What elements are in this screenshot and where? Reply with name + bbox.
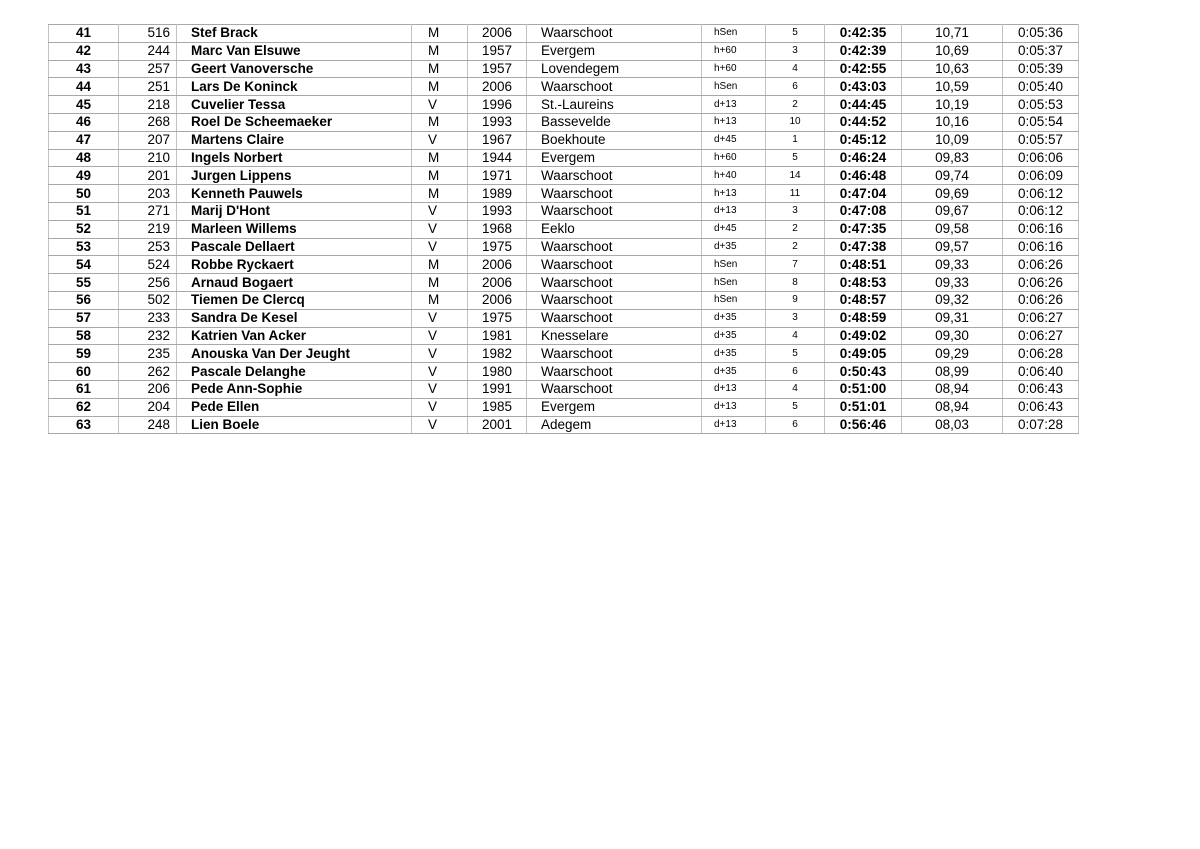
table-row <box>49 291 1079 309</box>
table-row <box>49 202 1079 220</box>
runner-name-cell: Pascale Dellaert <box>177 238 412 256</box>
runner-name-cell: Roel De Scheemaeker <box>177 113 412 131</box>
sex-cell: V <box>412 202 468 220</box>
speed-cell: 09,57 <box>902 238 1003 256</box>
category-position-cell: 8 <box>766 274 825 292</box>
town-cell: Waarschoot <box>527 345 702 363</box>
category-position-cell: 5 <box>766 345 825 363</box>
sex-cell: M <box>412 167 468 185</box>
rank-cell: 50 <box>49 185 119 203</box>
category-position-cell: 2 <box>766 96 825 114</box>
runner-name-cell: Cuvelier Tessa <box>177 96 412 114</box>
bib-number-cell: 248 <box>119 416 177 434</box>
category-position-cell: 3 <box>766 42 825 60</box>
finish-time-cell: 0:47:08 <box>825 202 902 220</box>
runner-name-cell: Marij D'Hont <box>177 202 412 220</box>
sex-cell: V <box>412 238 468 256</box>
table-row <box>49 220 1079 238</box>
town-cell: Waarschoot <box>527 380 702 398</box>
table-row <box>49 416 1079 434</box>
speed-cell: 09,30 <box>902 327 1003 345</box>
category-cell: h+60 <box>702 149 766 167</box>
runner-name-cell: Ingels Norbert <box>177 149 412 167</box>
birth-year-cell: 1975 <box>468 238 527 256</box>
sex-cell: V <box>412 363 468 381</box>
sex-cell: V <box>412 416 468 434</box>
sex-cell: V <box>412 309 468 327</box>
finish-time-cell: 0:51:01 <box>825 398 902 416</box>
category-cell: d+35 <box>702 238 766 256</box>
sex-cell: M <box>412 185 468 203</box>
results-table <box>48 24 1079 434</box>
category-cell: h+40 <box>702 167 766 185</box>
sex-cell: M <box>412 256 468 274</box>
sex-cell: M <box>412 42 468 60</box>
finish-time-cell: 0:48:59 <box>825 309 902 327</box>
category-position-cell: 6 <box>766 416 825 434</box>
birth-year-cell: 1989 <box>468 185 527 203</box>
town-cell: Evergem <box>527 42 702 60</box>
results-body <box>49 25 1079 434</box>
finish-time-cell: 0:42:35 <box>825 25 902 43</box>
category-position-cell: 5 <box>766 398 825 416</box>
rank-cell: 58 <box>49 327 119 345</box>
birth-year-cell: 1993 <box>468 202 527 220</box>
rank-cell: 62 <box>49 398 119 416</box>
category-cell: d+13 <box>702 416 766 434</box>
category-position-cell: 4 <box>766 380 825 398</box>
finish-time-cell: 0:46:24 <box>825 149 902 167</box>
sex-cell: M <box>412 78 468 96</box>
category-cell: h+60 <box>702 60 766 78</box>
table-row <box>49 274 1079 292</box>
table-row <box>49 42 1079 60</box>
sex-cell: V <box>412 398 468 416</box>
category-cell: hSen <box>702 291 766 309</box>
bib-number-cell: 251 <box>119 78 177 96</box>
town-cell: Waarschoot <box>527 238 702 256</box>
birth-year-cell: 2006 <box>468 25 527 43</box>
bib-number-cell: 204 <box>119 398 177 416</box>
pace-cell: 0:06:06 <box>1003 149 1079 167</box>
birth-year-cell: 2006 <box>468 256 527 274</box>
category-position-cell: 10 <box>766 113 825 131</box>
category-position-cell: 9 <box>766 291 825 309</box>
rank-cell: 52 <box>49 220 119 238</box>
pace-cell: 0:06:16 <box>1003 220 1079 238</box>
speed-cell: 09,33 <box>902 256 1003 274</box>
speed-cell: 10,59 <box>902 78 1003 96</box>
birth-year-cell: 1980 <box>468 363 527 381</box>
pace-cell: 0:05:36 <box>1003 25 1079 43</box>
speed-cell: 08,94 <box>902 380 1003 398</box>
rank-cell: 47 <box>49 131 119 149</box>
pace-cell: 0:06:26 <box>1003 274 1079 292</box>
table-row <box>49 96 1079 114</box>
category-position-cell: 6 <box>766 363 825 381</box>
sex-cell: V <box>412 131 468 149</box>
pace-cell: 0:06:27 <box>1003 327 1079 345</box>
bib-number-cell: 524 <box>119 256 177 274</box>
speed-cell: 09,29 <box>902 345 1003 363</box>
runner-name-cell: Geert Vanoversche <box>177 60 412 78</box>
finish-time-cell: 0:56:46 <box>825 416 902 434</box>
bib-number-cell: 232 <box>119 327 177 345</box>
speed-cell: 09,74 <box>902 167 1003 185</box>
category-position-cell: 2 <box>766 238 825 256</box>
runner-name-cell: Pede Ellen <box>177 398 412 416</box>
speed-cell: 09,67 <box>902 202 1003 220</box>
category-cell: hSen <box>702 78 766 96</box>
bib-number-cell: 502 <box>119 291 177 309</box>
rank-cell: 46 <box>49 113 119 131</box>
rank-cell: 59 <box>49 345 119 363</box>
bib-number-cell: 268 <box>119 113 177 131</box>
finish-time-cell: 0:47:35 <box>825 220 902 238</box>
table-row <box>49 256 1079 274</box>
sex-cell: V <box>412 96 468 114</box>
bib-number-cell: 219 <box>119 220 177 238</box>
speed-cell: 09,33 <box>902 274 1003 292</box>
rank-cell: 57 <box>49 309 119 327</box>
category-cell: d+35 <box>702 363 766 381</box>
category-cell: hSen <box>702 25 766 43</box>
speed-cell: 08,94 <box>902 398 1003 416</box>
town-cell: Adegem <box>527 416 702 434</box>
pace-cell: 0:07:28 <box>1003 416 1079 434</box>
sex-cell: V <box>412 327 468 345</box>
rank-cell: 42 <box>49 42 119 60</box>
pace-cell: 0:05:37 <box>1003 42 1079 60</box>
finish-time-cell: 0:42:39 <box>825 42 902 60</box>
runner-name-cell: Sandra De Kesel <box>177 309 412 327</box>
rank-cell: 51 <box>49 202 119 220</box>
runner-name-cell: Pascale Delanghe <box>177 363 412 381</box>
speed-cell: 09,83 <box>902 149 1003 167</box>
table-row <box>49 25 1079 43</box>
bib-number-cell: 262 <box>119 363 177 381</box>
sex-cell: M <box>412 25 468 43</box>
sex-cell: M <box>412 291 468 309</box>
category-position-cell: 5 <box>766 149 825 167</box>
pace-cell: 0:06:09 <box>1003 167 1079 185</box>
pace-cell: 0:05:39 <box>1003 60 1079 78</box>
finish-time-cell: 0:46:48 <box>825 167 902 185</box>
town-cell: Waarschoot <box>527 274 702 292</box>
runner-name-cell: Anouska Van Der Jeught <box>177 345 412 363</box>
speed-cell: 10,09 <box>902 131 1003 149</box>
bib-number-cell: 218 <box>119 96 177 114</box>
town-cell: Boekhoute <box>527 131 702 149</box>
rank-cell: 60 <box>49 363 119 381</box>
bib-number-cell: 235 <box>119 345 177 363</box>
birth-year-cell: 2006 <box>468 274 527 292</box>
speed-cell: 08,99 <box>902 363 1003 381</box>
bib-number-cell: 256 <box>119 274 177 292</box>
sex-cell: V <box>412 220 468 238</box>
pace-cell: 0:05:57 <box>1003 131 1079 149</box>
table-row <box>49 113 1079 131</box>
pace-cell: 0:06:28 <box>1003 345 1079 363</box>
rank-cell: 43 <box>49 60 119 78</box>
rank-cell: 54 <box>49 256 119 274</box>
category-position-cell: 3 <box>766 309 825 327</box>
town-cell: Waarschoot <box>527 25 702 43</box>
speed-cell: 10,16 <box>902 113 1003 131</box>
category-cell: h+13 <box>702 185 766 203</box>
bib-number-cell: 257 <box>119 60 177 78</box>
rank-cell: 48 <box>49 149 119 167</box>
category-position-cell: 4 <box>766 327 825 345</box>
category-position-cell: 5 <box>766 25 825 43</box>
birth-year-cell: 1957 <box>468 42 527 60</box>
speed-cell: 08,03 <box>902 416 1003 434</box>
runner-name-cell: Marc Van Elsuwe <box>177 42 412 60</box>
table-row <box>49 60 1079 78</box>
speed-cell: 09,31 <box>902 309 1003 327</box>
table-row <box>49 327 1079 345</box>
rank-cell: 44 <box>49 78 119 96</box>
finish-time-cell: 0:49:02 <box>825 327 902 345</box>
finish-time-cell: 0:49:05 <box>825 345 902 363</box>
category-cell: d+35 <box>702 327 766 345</box>
category-cell: hSen <box>702 274 766 292</box>
birth-year-cell: 2006 <box>468 291 527 309</box>
category-cell: h+60 <box>702 42 766 60</box>
runner-name-cell: Tiemen De Clercq <box>177 291 412 309</box>
category-cell: d+13 <box>702 202 766 220</box>
runner-name-cell: Lien Boele <box>177 416 412 434</box>
finish-time-cell: 0:45:12 <box>825 131 902 149</box>
category-position-cell: 14 <box>766 167 825 185</box>
finish-time-cell: 0:48:57 <box>825 291 902 309</box>
pace-cell: 0:06:27 <box>1003 309 1079 327</box>
pace-cell: 0:05:53 <box>1003 96 1079 114</box>
category-cell: d+45 <box>702 131 766 149</box>
table-row <box>49 131 1079 149</box>
birth-year-cell: 1991 <box>468 380 527 398</box>
sex-cell: M <box>412 274 468 292</box>
bib-number-cell: 207 <box>119 131 177 149</box>
speed-cell: 09,32 <box>902 291 1003 309</box>
finish-time-cell: 0:42:55 <box>825 60 902 78</box>
rank-cell: 53 <box>49 238 119 256</box>
sex-cell: V <box>412 345 468 363</box>
town-cell: Evergem <box>527 398 702 416</box>
runner-name-cell: Jurgen Lippens <box>177 167 412 185</box>
category-position-cell: 1 <box>766 131 825 149</box>
bib-number-cell: 233 <box>119 309 177 327</box>
pace-cell: 0:06:16 <box>1003 238 1079 256</box>
finish-time-cell: 0:44:45 <box>825 96 902 114</box>
category-position-cell: 4 <box>766 60 825 78</box>
category-cell: d+45 <box>702 220 766 238</box>
speed-cell: 10,19 <box>902 96 1003 114</box>
runner-name-cell: Arnaud Bogaert <box>177 274 412 292</box>
pace-cell: 0:06:40 <box>1003 363 1079 381</box>
runner-name-cell: Marleen Willems <box>177 220 412 238</box>
pace-cell: 0:06:43 <box>1003 380 1079 398</box>
speed-cell: 10,71 <box>902 25 1003 43</box>
runner-name-cell: Stef Brack <box>177 25 412 43</box>
birth-year-cell: 1981 <box>468 327 527 345</box>
sex-cell: M <box>412 113 468 131</box>
town-cell: Waarschoot <box>527 185 702 203</box>
category-position-cell: 6 <box>766 78 825 96</box>
town-cell: Waarschoot <box>527 256 702 274</box>
bib-number-cell: 203 <box>119 185 177 203</box>
bib-number-cell: 201 <box>119 167 177 185</box>
sex-cell: V <box>412 380 468 398</box>
runner-name-cell: Kenneth Pauwels <box>177 185 412 203</box>
category-cell: d+13 <box>702 96 766 114</box>
pace-cell: 0:06:26 <box>1003 256 1079 274</box>
finish-time-cell: 0:47:38 <box>825 238 902 256</box>
town-cell: St.-Laureins <box>527 96 702 114</box>
pace-cell: 0:05:54 <box>1003 113 1079 131</box>
speed-cell: 09,58 <box>902 220 1003 238</box>
category-position-cell: 2 <box>766 220 825 238</box>
category-cell: d+35 <box>702 309 766 327</box>
category-cell: hSen <box>702 256 766 274</box>
bib-number-cell: 253 <box>119 238 177 256</box>
bib-number-cell: 244 <box>119 42 177 60</box>
birth-year-cell: 1967 <box>468 131 527 149</box>
pace-cell: 0:06:12 <box>1003 202 1079 220</box>
bib-number-cell: 210 <box>119 149 177 167</box>
town-cell: Knesselare <box>527 327 702 345</box>
birth-year-cell: 1975 <box>468 309 527 327</box>
finish-time-cell: 0:51:00 <box>825 380 902 398</box>
pace-cell: 0:06:43 <box>1003 398 1079 416</box>
town-cell: Lovendegem <box>527 60 702 78</box>
finish-time-cell: 0:44:52 <box>825 113 902 131</box>
table-row <box>49 309 1079 327</box>
runner-name-cell: Robbe Ryckaert <box>177 256 412 274</box>
runner-name-cell: Katrien Van Acker <box>177 327 412 345</box>
finish-time-cell: 0:48:53 <box>825 274 902 292</box>
category-position-cell: 11 <box>766 185 825 203</box>
table-row <box>49 167 1079 185</box>
rank-cell: 61 <box>49 380 119 398</box>
pace-cell: 0:05:40 <box>1003 78 1079 96</box>
birth-year-cell: 1985 <box>468 398 527 416</box>
finish-time-cell: 0:47:04 <box>825 185 902 203</box>
rank-cell: 56 <box>49 291 119 309</box>
table-row <box>49 238 1079 256</box>
table-row <box>49 363 1079 381</box>
bib-number-cell: 206 <box>119 380 177 398</box>
birth-year-cell: 1968 <box>468 220 527 238</box>
town-cell: Waarschoot <box>527 202 702 220</box>
category-position-cell: 7 <box>766 256 825 274</box>
birth-year-cell: 1944 <box>468 149 527 167</box>
birth-year-cell: 1982 <box>468 345 527 363</box>
sex-cell: M <box>412 60 468 78</box>
speed-cell: 09,69 <box>902 185 1003 203</box>
category-cell: h+13 <box>702 113 766 131</box>
birth-year-cell: 1971 <box>468 167 527 185</box>
rank-cell: 49 <box>49 167 119 185</box>
category-position-cell: 3 <box>766 202 825 220</box>
rank-cell: 45 <box>49 96 119 114</box>
town-cell: Eeklo <box>527 220 702 238</box>
town-cell: Waarschoot <box>527 363 702 381</box>
birth-year-cell: 2006 <box>468 78 527 96</box>
town-cell: Waarschoot <box>527 291 702 309</box>
finish-time-cell: 0:50:43 <box>825 363 902 381</box>
table-row <box>49 345 1079 363</box>
birth-year-cell: 1993 <box>468 113 527 131</box>
bib-number-cell: 516 <box>119 25 177 43</box>
runner-name-cell: Martens Claire <box>177 131 412 149</box>
finish-time-cell: 0:48:51 <box>825 256 902 274</box>
table-row <box>49 380 1079 398</box>
town-cell: Waarschoot <box>527 309 702 327</box>
table-row <box>49 78 1079 96</box>
speed-cell: 10,63 <box>902 60 1003 78</box>
town-cell: Evergem <box>527 149 702 167</box>
category-cell: d+13 <box>702 380 766 398</box>
bib-number-cell: 271 <box>119 202 177 220</box>
pace-cell: 0:06:26 <box>1003 291 1079 309</box>
category-cell: d+35 <box>702 345 766 363</box>
birth-year-cell: 1996 <box>468 96 527 114</box>
rank-cell: 63 <box>49 416 119 434</box>
rank-cell: 55 <box>49 274 119 292</box>
birth-year-cell: 1957 <box>468 60 527 78</box>
table-row <box>49 398 1079 416</box>
speed-cell: 10,69 <box>902 42 1003 60</box>
birth-year-cell: 2001 <box>468 416 527 434</box>
runner-name-cell: Pede Ann-Sophie <box>177 380 412 398</box>
town-cell: Waarschoot <box>527 78 702 96</box>
table-row <box>49 185 1079 203</box>
table-row <box>49 149 1079 167</box>
finish-time-cell: 0:43:03 <box>825 78 902 96</box>
town-cell: Waarschoot <box>527 167 702 185</box>
runner-name-cell: Lars De Koninck <box>177 78 412 96</box>
rank-cell: 41 <box>49 25 119 43</box>
sex-cell: M <box>412 149 468 167</box>
pace-cell: 0:06:12 <box>1003 185 1079 203</box>
town-cell: Bassevelde <box>527 113 702 131</box>
category-cell: d+13 <box>702 398 766 416</box>
